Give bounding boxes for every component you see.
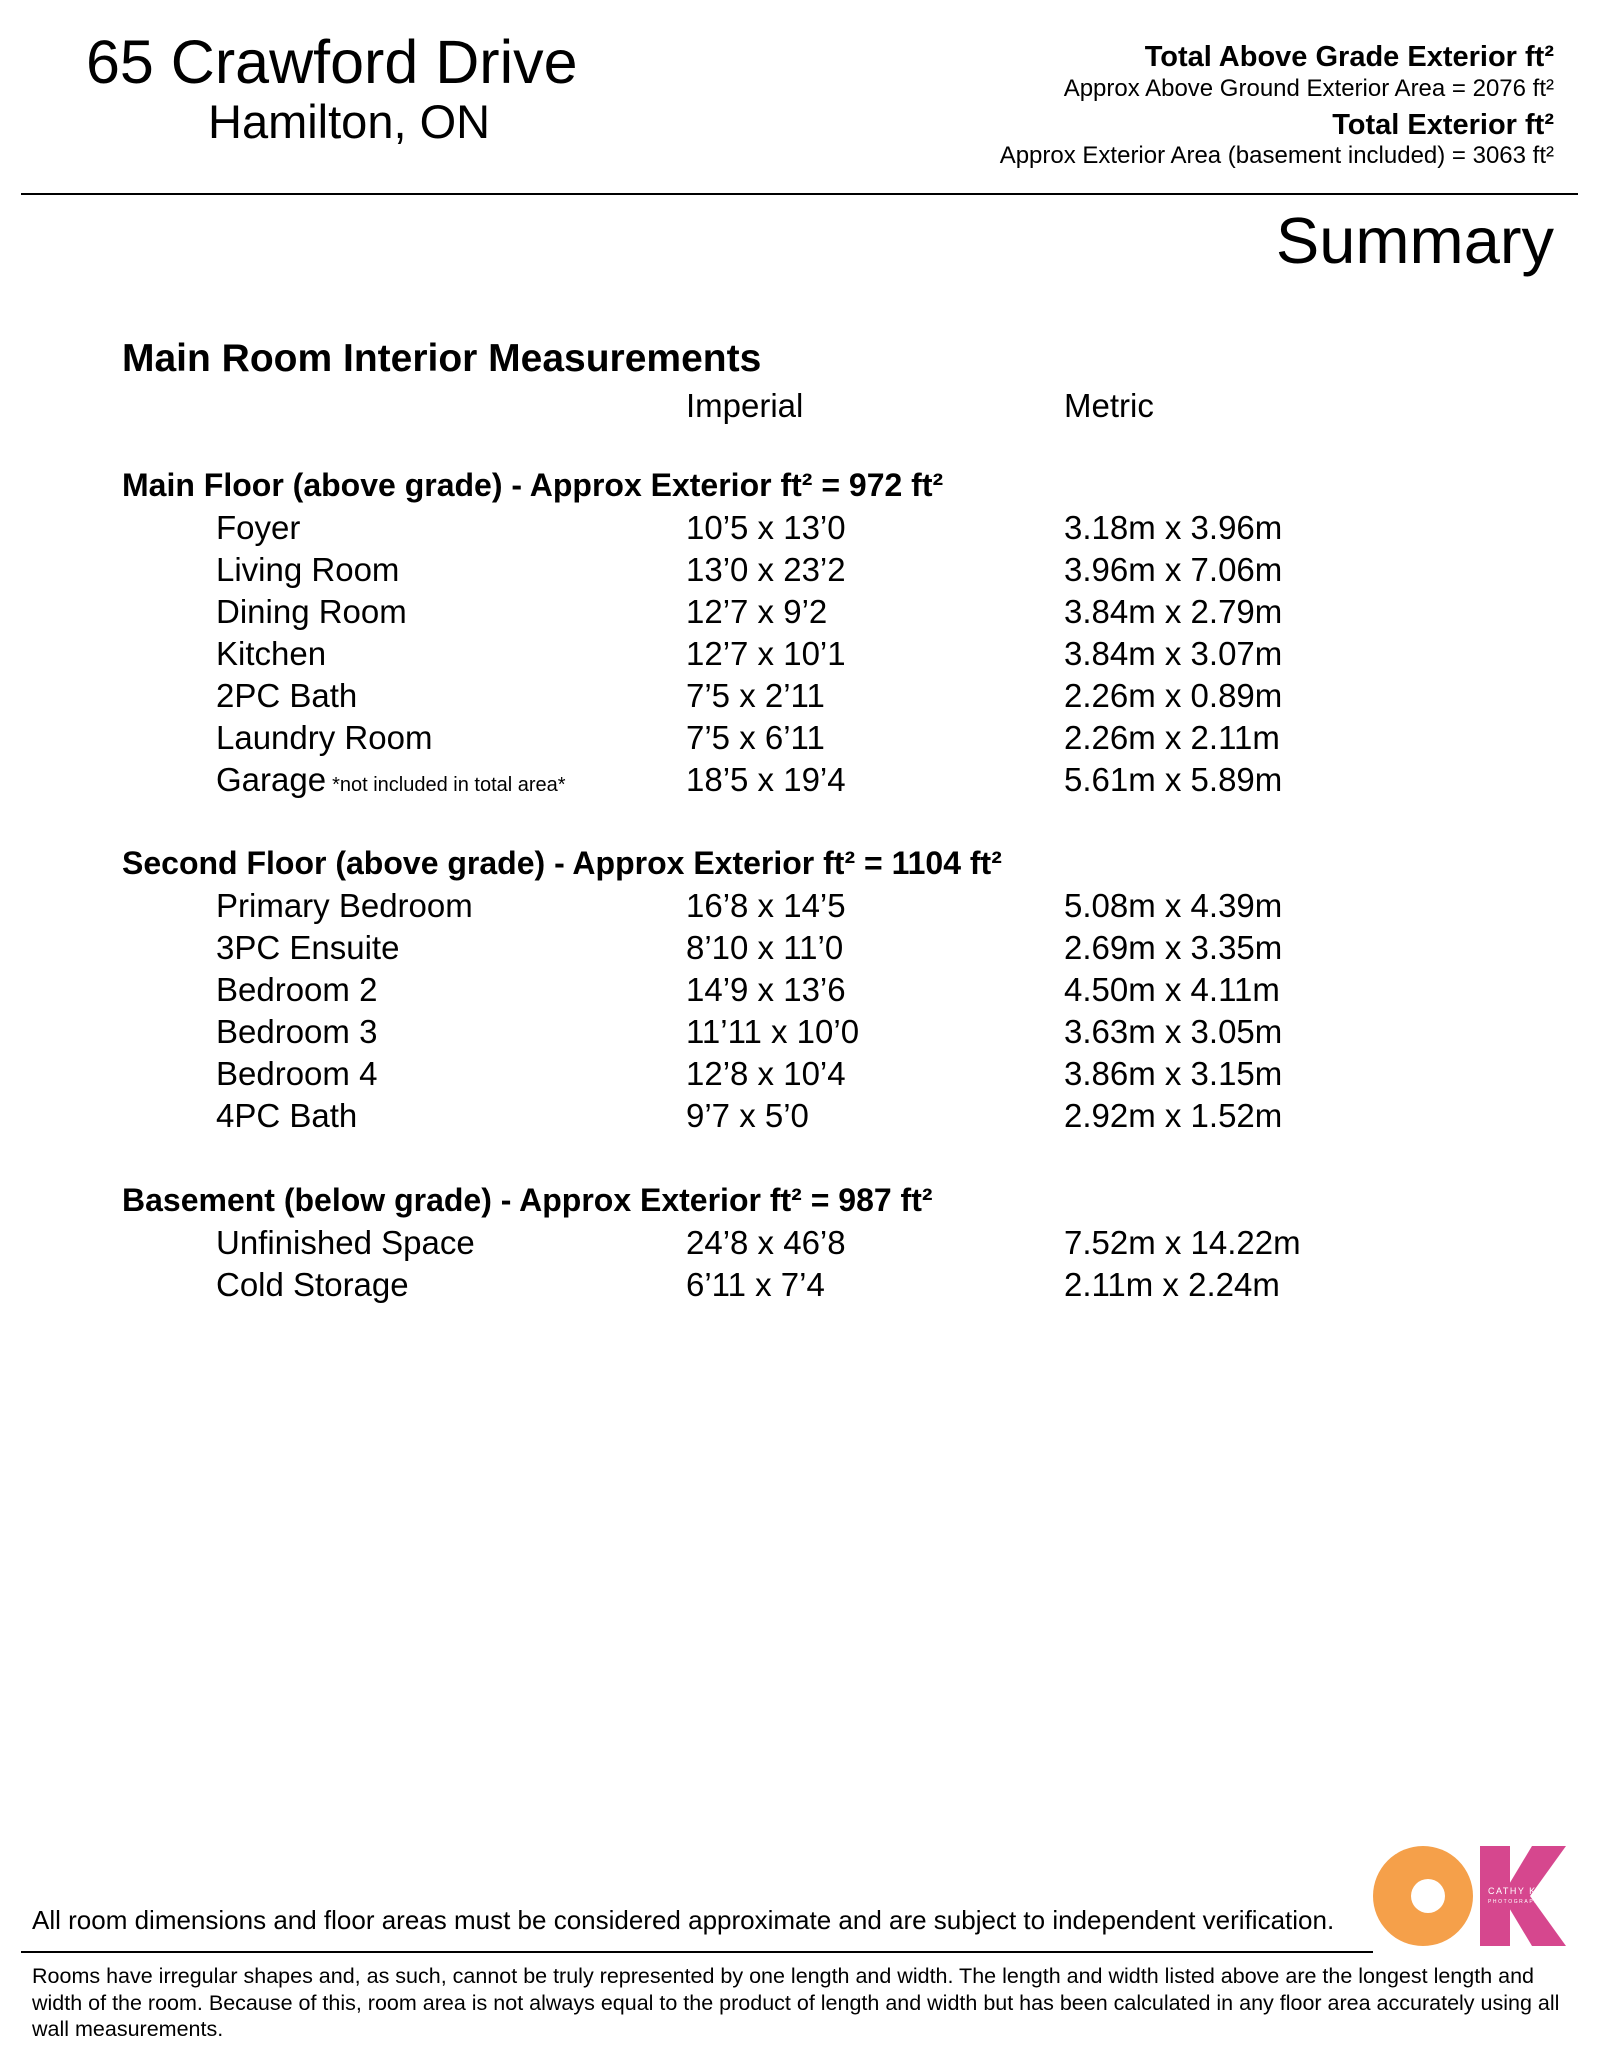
room-name: 4PC Bath (216, 1097, 358, 1134)
room-metric-dimensions: 3.84m x 2.79m (1064, 593, 1283, 630)
room-imperial-dimensions: 18’5 x 19’4 (686, 761, 846, 798)
cathy-koop-photography-logo (1370, 1842, 1568, 1950)
floor-group-heading: Second Floor (above grade) - Approx Exterior ft² = 1104 ft² (122, 845, 1002, 881)
room-row (0, 718, 1600, 760)
room-row (0, 592, 1600, 634)
room-name-cell (216, 550, 399, 590)
room-row (0, 1265, 1600, 1307)
room-name-cell (216, 1012, 377, 1052)
room-metric-dimensions: 2.69m x 3.35m (1064, 929, 1283, 966)
floor-group-heading: Basement (below grade) - Approx Exterior ft² = 987 ft² (122, 1182, 933, 1218)
property-city: Hamilton, ON (208, 95, 491, 148)
room-row (0, 928, 1600, 970)
above-grade-area: Approx Above Ground Exterior Area = 2076 ft² (1063, 74, 1554, 102)
logo-brand-line1: CATHY KOOP (1488, 1886, 1562, 1896)
room-metric-dimensions: 3.18m x 3.96m (1064, 509, 1283, 546)
room-row (0, 886, 1600, 928)
room-imperial-dimensions: 13’0 x 23’2 (686, 551, 846, 588)
total-exterior-title: Total Exterior ft² (1332, 108, 1554, 141)
logo-brand-line2: PHOTOGRAPHY (1488, 1899, 1545, 1905)
room-name-cell (216, 760, 566, 800)
footer-divider (21, 1951, 1373, 1953)
logo-letter-k (1480, 1846, 1566, 1946)
room-imperial-dimensions: 7’5 x 6’11 (686, 719, 825, 756)
header-divider (21, 193, 1578, 195)
room-name-cell (216, 1265, 409, 1305)
room-metric-dimensions: 2.92m x 1.52m (1064, 1097, 1283, 1134)
column-header-imperial: Imperial (686, 387, 804, 424)
room-name-cell (216, 676, 357, 716)
measurements-title: Main Room Interior Measurements (122, 337, 762, 380)
room-row (0, 1054, 1600, 1096)
room-imperial-dimensions: 12’7 x 9’2 (686, 593, 828, 630)
room-row (0, 1223, 1600, 1265)
total-exterior-area: Approx Exterior Area (basement included) = 3063 ft² (999, 142, 1554, 170)
room-name-cell (216, 592, 407, 632)
room-name-cell (216, 1054, 377, 1094)
room-imperial-dimensions: 14’9 x 13’6 (686, 971, 846, 1008)
room-name-cell (216, 1223, 475, 1263)
room-name: Primary Bedroom (216, 887, 473, 924)
room-name: Bedroom 4 (216, 1055, 378, 1092)
room-metric-dimensions: 3.84m x 3.07m (1064, 635, 1283, 672)
room-metric-dimensions: 4.50m x 4.11m (1064, 971, 1280, 1008)
room-metric-dimensions: 2.26m x 0.89m (1064, 677, 1283, 714)
room-metric-dimensions: 5.08m x 4.39m (1064, 887, 1283, 924)
room-metric-dimensions: 2.11m x 2.24m (1064, 1266, 1280, 1303)
room-imperial-dimensions: 8’10 x 11’0 (686, 929, 844, 966)
room-row (0, 1012, 1600, 1054)
room-name: Bedroom 3 (216, 1013, 378, 1050)
disclaimer-text: All room dimensions and floor areas must be considered approximate and are subject to independent verification. (32, 1905, 1335, 1935)
room-row (0, 970, 1600, 1012)
room-metric-dimensions: 3.63m x 3.05m (1064, 1013, 1283, 1050)
room-name: Unfinished Space (216, 1224, 475, 1261)
room-name: Cold Storage (216, 1266, 409, 1303)
room-row (0, 508, 1600, 550)
room-metric-dimensions: 3.86m x 3.15m (1064, 1055, 1283, 1092)
room-name-cell (216, 508, 300, 548)
room-imperial-dimensions: 24’8 x 46’8 (686, 1224, 846, 1261)
room-name-cell (216, 718, 432, 758)
room-metric-dimensions: 3.96m x 7.06m (1064, 551, 1283, 588)
page-title: Summary (1275, 204, 1554, 277)
room-imperial-dimensions: 7’5 x 2’11 (686, 677, 825, 714)
room-name-cell (216, 886, 473, 926)
room-name: Laundry Room (216, 719, 433, 756)
room-imperial-dimensions: 9’7 x 5’0 (686, 1097, 809, 1134)
area-totals (1000, 40, 1554, 171)
logo-circle-hole (1411, 1879, 1445, 1913)
room-imperial-dimensions: 6’11 x 7’4 (686, 1266, 825, 1303)
column-header-metric: Metric (1064, 387, 1154, 424)
above-grade-title: Total Above Grade Exterior ft² (1144, 41, 1554, 73)
room-name: 2PC Bath (216, 677, 358, 714)
room-metric-dimensions: 2.26m x 2.11m (1064, 719, 1280, 756)
room-name-cell (216, 928, 399, 968)
room-row (0, 1096, 1600, 1138)
room-imperial-dimensions: 16’8 x 14’5 (686, 887, 846, 924)
room-imperial-dimensions: 12’8 x 10’4 (686, 1055, 846, 1092)
room-name: 3PC Ensuite (216, 929, 400, 966)
room-name: Bedroom 2 (216, 971, 378, 1008)
room-metric-dimensions: 5.61m x 5.89m (1064, 761, 1283, 798)
room-note: *not included in total area* (332, 774, 566, 796)
room-row (0, 550, 1600, 592)
room-imperial-dimensions: 12’7 x 10’1 (686, 635, 846, 672)
room-metric-dimensions: 7.52m x 14.22m (1064, 1224, 1301, 1261)
room-imperial-dimensions: 11’11 x 10’0 (686, 1013, 860, 1050)
property-street-address: 65 Crawford Drive (86, 28, 578, 96)
room-imperial-dimensions: 10’5 x 13’0 (686, 509, 846, 546)
room-name: Foyer (216, 509, 301, 546)
room-name: Garage (216, 761, 327, 798)
room-name: Living Room (216, 551, 400, 588)
room-name: Kitchen (216, 635, 327, 672)
room-name: Dining Room (216, 593, 407, 630)
room-row (0, 760, 1600, 802)
floor-group-heading: Main Floor (above grade) - Approx Exterior ft² = 972 ft² (122, 467, 944, 503)
fine-print-text: Rooms have irregular shapes and, as such, cannot be truly represented by one length and width. The length and width listed above are the longest length and width of the room. Because of this, room area is not always equal to the product of length and width but has been calculated in any floor area accurately using all wall measurements. (32, 1964, 1560, 2042)
room-row (0, 676, 1600, 718)
room-name-cell (216, 1096, 357, 1136)
room-name-cell (216, 634, 326, 674)
room-name-cell (216, 970, 377, 1010)
room-row (0, 634, 1600, 676)
